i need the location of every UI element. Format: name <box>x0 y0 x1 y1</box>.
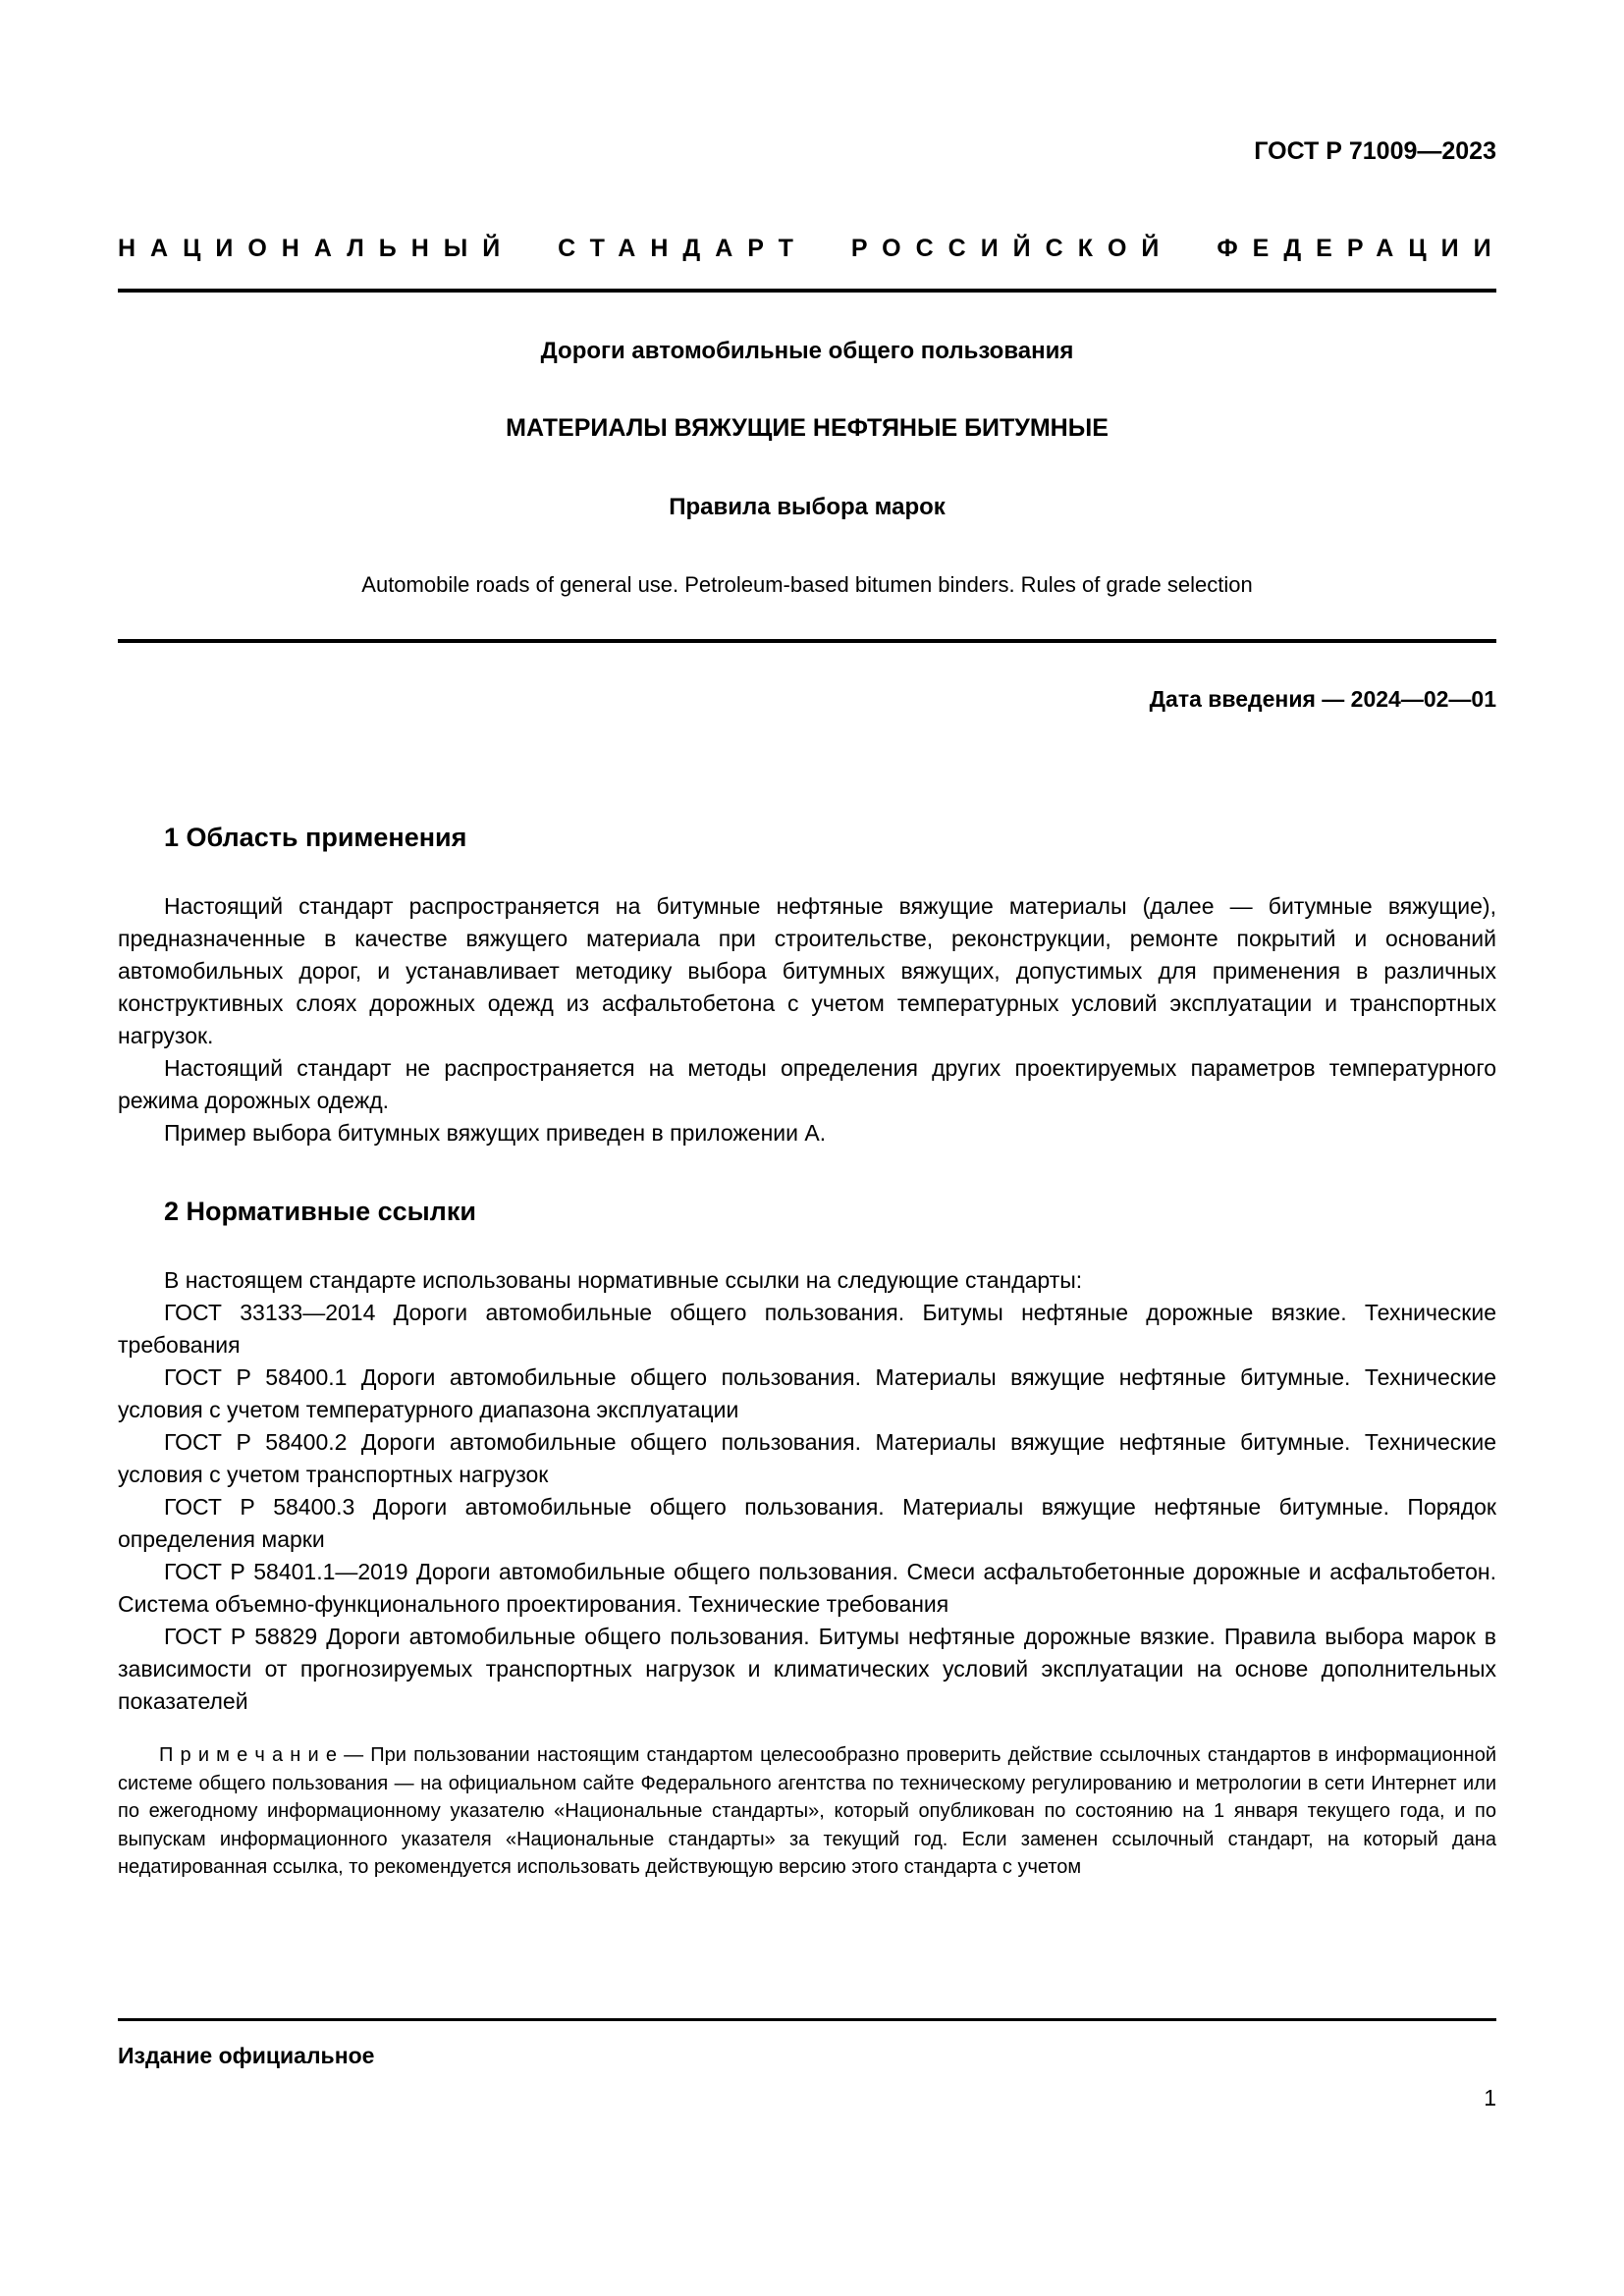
section-2-body <box>118 1264 1496 1718</box>
subtitle: Правила выбора марок <box>669 494 946 520</box>
paragraph: Пример выбора битумных вяжущих приведен в приложении А. <box>164 1120 827 1146</box>
paragraph: ГОСТ Р 58829 Дороги автомобильные общего пользования. Битумы нефтяные дорожные вязкие. Правила выбора марок в зависимости от прогнозируемых транспортных нагрузок и климатических условий эксплуатации на основе дополнительных показателей <box>118 1624 1496 1714</box>
section-2-note <box>118 1741 1496 1882</box>
paragraph: ГОСТ Р 58400.2 Дороги автомобильные общего пользования. Материалы вяжущие нефтяные битумные. Технические условия с учетом транспортных нагрузок <box>118 1429 1496 1487</box>
group-title: Дороги автомобильные общего пользования <box>540 338 1074 364</box>
paragraph: ГОСТ Р 58400.1 Дороги автомобильные общего пользования. Материалы вяжущие нефтяные битумные. Технические условия с учетом температурного диапазона эксплуатации <box>118 1364 1496 1422</box>
title-block <box>118 338 1496 598</box>
paragraph: Настоящий стандарт распространяется на битумные нефтяные вяжущие материалы (далее — битумные вяжущие), предназначенные в качестве вяжущего материала при строительстве, реконструкции, ремонте покрытий и оснований автомобильных дорог, и устанавливает методику выбора битумных вяжущих, допустимых для применения в различных конструктивных слоях дорожных одежд из асфальтобетона с учетом температурных условий эксплуатации и транспортных нагрузок. <box>118 893 1496 1048</box>
standard-type-banner: НАЦИОНАЛЬНЫЙ СТАНДАРТ РОССИЙСКОЙ ФЕДЕРАЦИИ <box>118 235 1506 262</box>
page-footer <box>118 2018 1496 2111</box>
footer-rule <box>118 2018 1496 2021</box>
paragraph: ГОСТ Р 58400.3 Дороги автомобильные общего пользования. Материалы вяжущие нефтяные битумные. Порядок определения марки <box>118 1494 1496 1552</box>
edition-label: Издание официальное <box>118 2043 375 2068</box>
effective-date: Дата введения — 2024—02—01 <box>1149 686 1496 712</box>
page-number: 1 <box>1484 2085 1496 2110</box>
section-2-heading: 2 Нормативные ссылки <box>164 1197 476 1226</box>
main-title: МАТЕРИАЛЫ ВЯЖУЩИЕ НЕФТЯНЫЕ БИТУМНЫЕ <box>506 414 1109 442</box>
paragraph: ГОСТ Р 58401.1—2019 Дороги автомобильные общего пользования. Смеси асфальтобетонные дорожные и асфальтобетон. Система объемно-функционального проектирования. Технические требования <box>118 1559 1496 1617</box>
section-1-body <box>118 890 1496 1149</box>
doc-number: ГОСТ Р 71009—2023 <box>1254 137 1496 165</box>
paragraph: В настоящем стандарте использованы нормативные ссылки на следующие стандарты: <box>164 1267 1083 1293</box>
paragraph: ГОСТ 33133—2014 Дороги автомобильные общего пользования. Битумы нефтяные дорожные вязкие. Технические требования <box>118 1300 1496 1358</box>
note-paragraph: П р и м е ч а н и е — При пользовании настоящим стандартом целесообразно проверить действие ссылочных стандартов в информационной системе общего пользования — на официальном сайте Федерального агентства по техническому регулированию и метрологии в сети Интернет или по ежегодному информационному указателю «Национальные стандарты», который опубликован по состоянию на 1 января текущего года, и по выпускам информационного указателя «Национальные стандарты» за текущий год. Если заменен ссылочный стандарт, на который дана недатированная ссылка, то рекомендуется использовать действующую версию этого стандарта с учетом <box>118 1744 1496 1878</box>
paragraph: Настоящий стандарт не распространяется на методы определения других проектируемых параметров температурного режима дорожных одежд. <box>118 1055 1496 1113</box>
section-1-heading: 1 Область применения <box>164 823 467 852</box>
title-english: Automobile roads of general use. Petroleum-based bitumen binders. Rules of grade selection <box>361 572 1253 597</box>
title-rule <box>118 639 1496 643</box>
header-rule <box>118 289 1496 293</box>
